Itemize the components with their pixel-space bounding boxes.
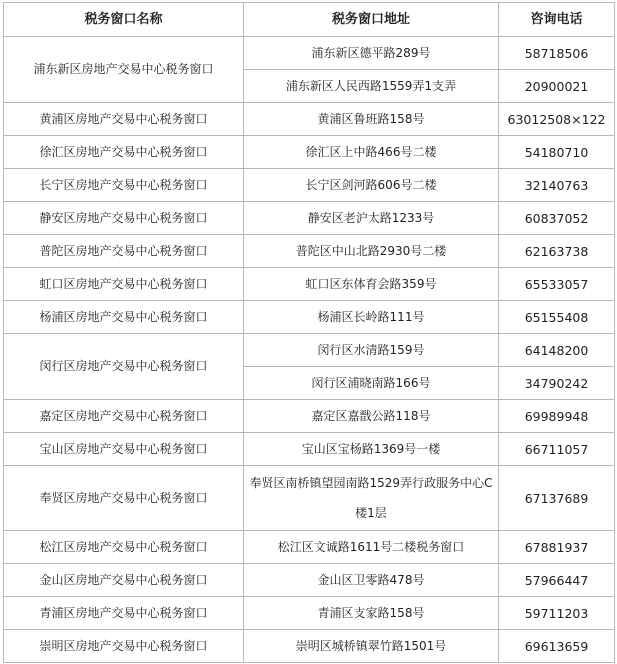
office-name-cell: 徐汇区房地产交易中心税务窗口 xyxy=(4,136,244,169)
office-name-cell: 长宁区房地产交易中心税务窗口 xyxy=(4,169,244,202)
office-phone-cell: 58718506 xyxy=(499,37,615,70)
office-address-cell: 青浦区支家路158号 xyxy=(244,597,499,630)
office-phone-cell: 54180710 xyxy=(499,136,615,169)
office-phone-cell: 65155408 xyxy=(499,301,615,334)
office-address-cell: 闵行区水清路159号 xyxy=(244,334,499,367)
office-name-cell: 青浦区房地产交易中心税务窗口 xyxy=(4,597,244,630)
office-phone-cell: 67881937 xyxy=(499,531,615,564)
table-row xyxy=(4,334,615,367)
office-name-cell: 松江区房地产交易中心税务窗口 xyxy=(4,531,244,564)
office-address-cell: 黄浦区鲁班路158号 xyxy=(244,103,499,136)
office-phone-cell: 69989948 xyxy=(499,400,615,433)
office-address-cell: 虹口区东体育会路359号 xyxy=(244,268,499,301)
office-phone-cell: 20900021 xyxy=(499,70,615,103)
office-phone-cell: 57966447 xyxy=(499,564,615,597)
table-row xyxy=(4,103,615,136)
office-phone-cell: 67137689 xyxy=(499,466,615,531)
office-address-cell: 宝山区宝杨路1369号一楼 xyxy=(244,433,499,466)
table-row xyxy=(4,37,615,70)
table-row xyxy=(4,531,615,564)
office-name-cell: 崇明区房地产交易中心税务窗口 xyxy=(4,630,244,663)
office-address-cell: 松江区文诚路1611号二楼税务窗口 xyxy=(244,531,499,564)
office-name-cell: 嘉定区房地产交易中心税务窗口 xyxy=(4,400,244,433)
tax-window-table xyxy=(3,2,615,663)
office-phone-cell: 63012508×122 xyxy=(499,103,615,136)
table-row xyxy=(4,466,615,531)
office-name-cell: 宝山区房地产交易中心税务窗口 xyxy=(4,433,244,466)
office-address-cell: 嘉定区嘉戬公路118号 xyxy=(244,400,499,433)
office-phone-cell: 34790242 xyxy=(499,367,615,400)
table-row xyxy=(4,597,615,630)
office-address-cell: 崇明区城桥镇翠竹路1501号 xyxy=(244,630,499,663)
table-row xyxy=(4,400,615,433)
office-address-cell: 浦东新区人民西路1559弄1支弄 xyxy=(244,70,499,103)
office-phone-cell: 59711203 xyxy=(499,597,615,630)
office-address-cell: 长宁区剑河路606号二楼 xyxy=(244,169,499,202)
office-address-cell: 杨浦区长岭路111号 xyxy=(244,301,499,334)
office-address-cell: 奉贤区南桥镇望园南路1529弄行政服务中心C楼1层 xyxy=(244,466,499,531)
office-name-cell: 普陀区房地产交易中心税务窗口 xyxy=(4,235,244,268)
office-address-cell: 闵行区浦晓南路166号 xyxy=(244,367,499,400)
office-phone-cell: 32140763 xyxy=(499,169,615,202)
table-header xyxy=(4,3,615,37)
header-phone: 咨询电话 xyxy=(499,3,615,37)
office-name-cell: 黄浦区房地产交易中心税务窗口 xyxy=(4,103,244,136)
office-address-cell: 静安区老沪太路1233号 xyxy=(244,202,499,235)
office-address-cell: 金山区卫零路478号 xyxy=(244,564,499,597)
office-name-cell: 静安区房地产交易中心税务窗口 xyxy=(4,202,244,235)
office-phone-cell: 69613659 xyxy=(499,630,615,663)
office-phone-cell: 64148200 xyxy=(499,334,615,367)
header-address: 税务窗口地址 xyxy=(244,3,499,37)
office-name-cell: 虹口区房地产交易中心税务窗口 xyxy=(4,268,244,301)
table-row xyxy=(4,169,615,202)
office-name-cell: 奉贤区房地产交易中心税务窗口 xyxy=(4,466,244,531)
table-row xyxy=(4,433,615,466)
table-body xyxy=(4,37,615,663)
table-row xyxy=(4,630,615,663)
office-phone-cell: 66711057 xyxy=(499,433,615,466)
header-row xyxy=(4,3,615,37)
office-name-cell: 杨浦区房地产交易中心税务窗口 xyxy=(4,301,244,334)
office-name-cell: 金山区房地产交易中心税务窗口 xyxy=(4,564,244,597)
office-phone-cell: 62163738 xyxy=(499,235,615,268)
office-phone-cell: 60837052 xyxy=(499,202,615,235)
office-name-cell: 浦东新区房地产交易中心税务窗口 xyxy=(4,37,244,103)
table-row xyxy=(4,136,615,169)
table-row xyxy=(4,268,615,301)
office-phone-cell: 65533057 xyxy=(499,268,615,301)
table-row xyxy=(4,235,615,268)
office-address-cell: 徐汇区上中路466号二楼 xyxy=(244,136,499,169)
table-row xyxy=(4,564,615,597)
office-address-cell: 浦东新区德平路289号 xyxy=(244,37,499,70)
table-row xyxy=(4,301,615,334)
office-address-cell: 普陀区中山北路2930号二楼 xyxy=(244,235,499,268)
table-row xyxy=(4,202,615,235)
office-name-cell: 闵行区房地产交易中心税务窗口 xyxy=(4,334,244,400)
header-name: 税务窗口名称 xyxy=(4,3,244,37)
